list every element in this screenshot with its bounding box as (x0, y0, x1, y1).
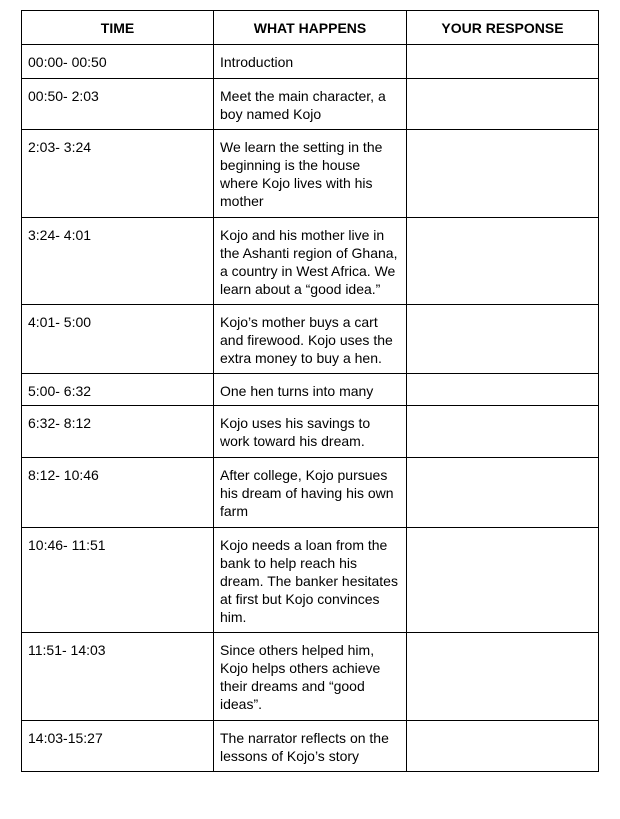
what-happens-cell: Kojo’s mother buys a cart and firewood. Kojo uses the extra money to buy a hen. (214, 305, 407, 374)
response-cell[interactable] (407, 45, 599, 79)
what-happens-cell: The narrator reflects on the lessons of Kojo’s story (214, 721, 407, 772)
response-cell[interactable] (407, 406, 599, 458)
header-row (22, 11, 599, 45)
response-cell[interactable] (407, 633, 599, 721)
table-row (22, 305, 599, 374)
time-cell: 8:12- 10:46 (22, 458, 214, 528)
time-cell: 14:03-15:27 (22, 721, 214, 772)
table-row (22, 528, 599, 633)
response-cell[interactable] (407, 374, 599, 406)
response-cell[interactable] (407, 130, 599, 218)
what-happens-cell: Kojo uses his savings to work toward his dream. (214, 406, 407, 458)
header-time: TIME (22, 11, 214, 45)
what-happens-cell: Meet the main character, a boy named Kojo (214, 79, 407, 130)
table-row (22, 721, 599, 772)
table-row (22, 79, 599, 130)
time-cell: 2:03- 3:24 (22, 130, 214, 218)
header-what-happens: WHAT HAPPENS (214, 11, 407, 45)
what-happens-cell: One hen turns into many (214, 374, 407, 406)
table-row (22, 406, 599, 458)
what-happens-cell: Since others helped him, Kojo helps others achieve their dreams and “good ideas”. (214, 633, 407, 721)
time-cell: 10:46- 11:51 (22, 528, 214, 633)
table-row (22, 458, 599, 528)
table-row (22, 218, 599, 305)
time-cell: 4:01- 5:00 (22, 305, 214, 374)
time-cell: 00:00- 00:50 (22, 45, 214, 79)
what-happens-cell: Introduction (214, 45, 407, 79)
what-happens-cell: After college, Kojo pursues his dream of having his own farm (214, 458, 407, 528)
header-your-response: YOUR RESPONSE (407, 11, 599, 45)
time-cell: 6:32- 8:12 (22, 406, 214, 458)
what-happens-cell: Kojo needs a loan from the bank to help reach his dream. The banker hesitates at first but Kojo convinces him. (214, 528, 407, 633)
viewing-guide-table (21, 10, 599, 772)
response-cell[interactable] (407, 79, 599, 130)
table-row (22, 633, 599, 721)
table-header (22, 11, 599, 45)
time-cell: 5:00- 6:32 (22, 374, 214, 406)
what-happens-cell: Kojo and his mother live in the Ashanti region of Ghana, a country in West Africa. We learn about a “good idea.” (214, 218, 407, 305)
what-happens-cell: We learn the setting in the beginning is the house where Kojo lives with his mother (214, 130, 407, 218)
table-row (22, 45, 599, 79)
table-row (22, 374, 599, 406)
table-row (22, 130, 599, 218)
response-cell[interactable] (407, 721, 599, 772)
time-cell: 3:24- 4:01 (22, 218, 214, 305)
response-cell[interactable] (407, 218, 599, 305)
table-body (22, 45, 599, 772)
response-cell[interactable] (407, 458, 599, 528)
time-cell: 00:50- 2:03 (22, 79, 214, 130)
response-cell[interactable] (407, 528, 599, 633)
time-cell: 11:51- 14:03 (22, 633, 214, 721)
response-cell[interactable] (407, 305, 599, 374)
